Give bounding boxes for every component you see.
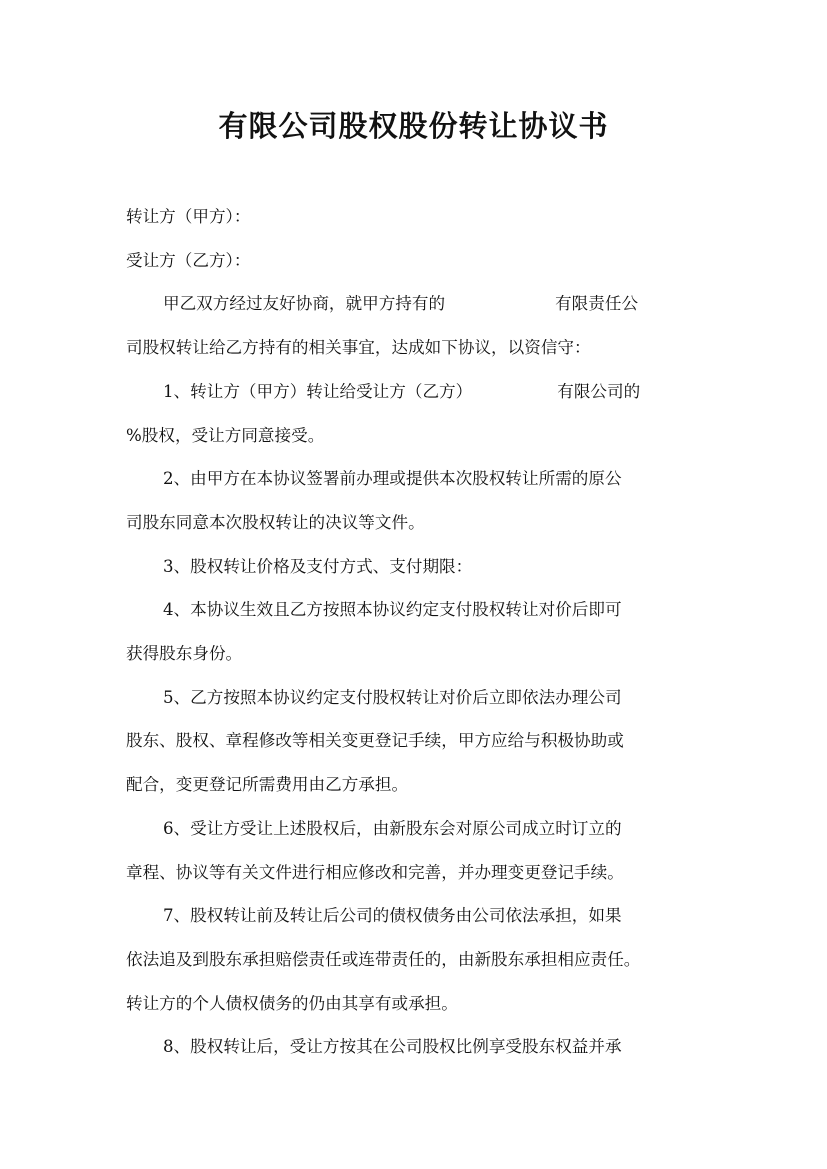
- intro-line-1: [126, 282, 704, 326]
- clause-1-text-a: 1、转让方（甲方）转让给受让方（乙方）: [163, 381, 473, 401]
- clause-6-line-1: 6、受让方受让上述股权后，由新股东会对原公司成立时订立的: [163, 818, 622, 838]
- clause-1-line-1: [126, 370, 704, 414]
- clause-6-line-2: 章程、协议等有关文件进行相应修改和完善，并办理变更登记手续。: [126, 862, 624, 882]
- document-title: 有限公司股权股份转让协议书: [218, 109, 609, 143]
- clause-5-line-1: 5、乙方按照本协议约定支付股权转让对价后立即依法办理公司: [163, 687, 622, 707]
- clause-5-line-2: 股东、股权、章程修改等相关变更登记手续，甲方应给与积极协助或: [126, 731, 624, 751]
- clause-1-text-b: 有限公司的: [557, 381, 641, 401]
- clause-2-line-1: 2、由甲方在本协议签署前办理或提供本次股权转让所需的原公: [163, 469, 622, 489]
- clause-7-line-2: 依法追及到股东承担赔偿责任或连带责任的，由新股东承担相应责任。: [126, 949, 641, 969]
- clause-1-line-2: %股权，受让方同意接受。: [126, 425, 325, 445]
- document-body: [126, 195, 704, 1069]
- clause-4-line-2: 获得股东身份。: [126, 644, 243, 664]
- intro-text-a: 甲乙双方经过友好协商，就甲方持有的: [163, 294, 446, 314]
- clause-3-line-1: 3、股权转让价格及支付方式、支付期限：: [163, 556, 473, 576]
- clause-7-line-1: 7、股权转让前及转让后公司的债权债务由公司依法承担，如果: [163, 906, 622, 926]
- clause-8-line-1: 8、股权转让后，受让方按其在公司股权比例享受股东权益并承: [163, 1037, 622, 1057]
- clause-2-line-2: 司股东同意本次股权转让的决议等文件。: [126, 512, 425, 532]
- transferor-line: 转让方（甲方）：: [126, 207, 251, 226]
- clause-5-line-3: 配合，变更登记所需费用由乙方承担。: [126, 775, 409, 795]
- intro-text-b: 有限责任公: [555, 294, 639, 314]
- clause-7-line-3: 转让方的个人债权债务的仍由其享有或承担。: [126, 993, 458, 1013]
- clause-4-line-1: 4、本协议生效且乙方按照本协议约定支付股权转让对价后即可: [163, 600, 622, 620]
- intro-line-2: 司股权转让给乙方持有的相关事宜，达成如下协议，以资信守：: [126, 338, 591, 358]
- transferee-line: 受让方（乙方）：: [126, 250, 251, 270]
